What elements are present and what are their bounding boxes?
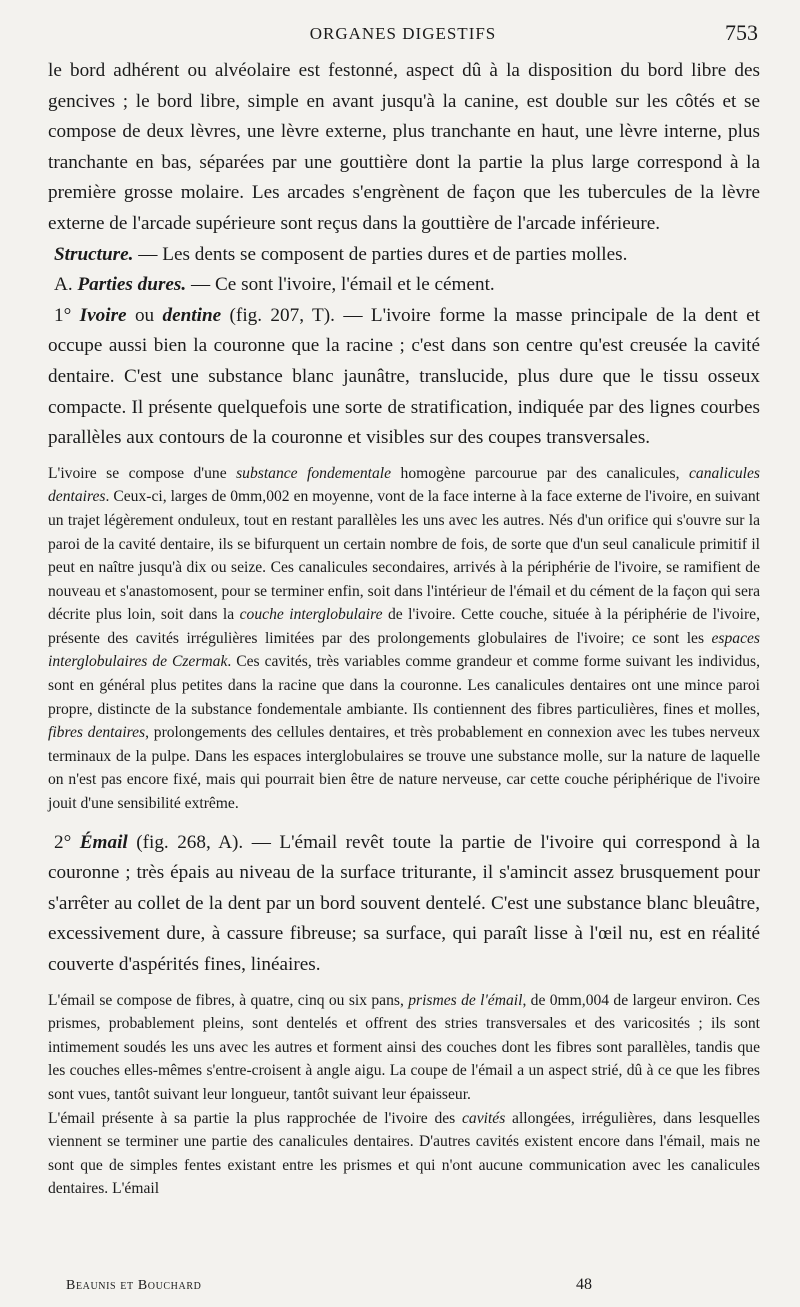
footer-author: Beaunis et Bouchard — [66, 1278, 202, 1293]
heading-parties-dures: Parties dures. — [77, 274, 187, 296]
term-canalicules-dentaires: canalicules dentaires — [48, 464, 761, 506]
ivoire-text: (fig. 207, T). — L'ivoire forme la masse principale de la dent et occupe aussi bien la couronne que la racine ; c'est dans son centre qu'est creusée la cavité dentaire. C'est une substance blanc jaunâtre, translucide, plus dure que le tissu osseux compacte. Il présente quelquefois une sorte de stratification, indiquée par des lignes courbes parallèles aux contours de la couronne et visibles sur des coupes transversales. — [48, 304, 760, 449]
text-run: de l'ivoire. Cette couche, située à la périphérie de l'ivoire, présente des cavités irrégulières limitées par des prolongements globulaires de l'ivoire; ce sont les — [48, 606, 760, 647]
email-text: (fig. 268, A). — L'émail revêt toute la partie de l'ivoire qui correspond à la couronne ; très épais au niveau de la surface triturante, il s'amincit assez brusquement pour s'arrêter au collet de la dent par un bord souvent dentelé. C'est une substance blanc bleuâtre, excessivement dure, à cassure fibreuse; sa surface, qui paraît lisse à l'œil nu, est en réalité couverte d'aspérités fines, linéaires. — [48, 831, 760, 975]
paragraph-email — [48, 828, 760, 981]
section-letter: A. — [54, 274, 78, 296]
text-run: , prolongements des cellules dentaires, et très probablement en connexion avec les tubes nerveux terminaux de la pulpe. Dans les espaces interglobulaires se trouve une substance molle, sur la nature de laquelle on n'est pas encore fixé, mais qui pourrait bien être de nature nerveuse, car cette couche périphérique de l'ivoire jouit d'une sensibilité extrême. — [48, 724, 761, 813]
paragraph-ivoire — [48, 301, 760, 454]
running-title: ORGANES DIGESTIFS — [309, 24, 497, 43]
small-paragraph-email-cavites — [48, 1107, 760, 1201]
text-run: L'émail présente à sa partie la plus rapprochée de l'ivoire des — [48, 1109, 462, 1127]
term-substance-fondementale: substance fondementale — [236, 464, 392, 482]
small-paragraph-email-prismes — [48, 989, 760, 1107]
text-run: , de 0mm,004 de largeur environ. Ces prismes, probablement pleins, sont dentelés et offrent des stries transversales et des varicosités ; ils sont intimement soudés les uns avec les autres et forment ainsi des couches dont les fibres sont parallèles, tandis que les couches elles-mêmes s'entre-croisent à angle aigu. La coupe de l'émail a un aspect strié, dû à ce que les fibres sont vues, tantôt suivant leur longueur, tantôt suivant leur épaisseur. — [48, 991, 760, 1103]
text-run: L'ivoire se compose d'une — [48, 464, 237, 482]
parties-dures-text: — Ce sont l'ivoire, l'émail et le cément. — [186, 274, 495, 296]
page-footer — [48, 1276, 752, 1300]
small-paragraph-ivoire-detail — [48, 462, 760, 816]
text-run: . Ces cavités, très variables comme grandeur et comme forme suivant les individus, sont en général plus petites dans la racine que dans la couronne. Les canalicules dentaires ont une mince paroi propre, distincte de la substance fondementale ambiante. Ils contiennent des fibres particulières, fines et molles, — [48, 653, 761, 718]
term-cavites: cavités — [461, 1109, 506, 1127]
text-run: homogène parcourue par des canalicules, — [391, 464, 689, 482]
section-number: 2° — [54, 831, 80, 853]
page-number: 753 — [725, 20, 758, 45]
running-head — [48, 20, 758, 48]
heading-connector: ou — [126, 304, 163, 326]
structure-text: — Les dents se composent de parties dures et de parties molles. — [133, 243, 628, 265]
heading-ivoire: Ivoire — [79, 304, 127, 326]
section-number: 1° — [54, 304, 80, 326]
heading-structure: Structure. — [54, 243, 134, 265]
text-run: L'émail se compose de fibres, à quatre, cinq ou six pans, — [48, 991, 409, 1009]
heading-email: Émail — [79, 831, 128, 853]
term-espaces-interglobulaires: espaces interglobulaires de Czermak — [48, 629, 760, 671]
term-couche-interglobulaire: couche interglobulaire — [239, 606, 383, 624]
body-text — [48, 56, 760, 1201]
term-prismes-email: prismes de l'émail — [408, 991, 523, 1009]
text-run: . Ceux-ci, larges de 0mm,002 en moyenne, vont de la face interne à la face externe de l'ivoire, en suivant un trajet légèrement onduleux, tout en restant parallèles les uns avec les autres. Nés d'un orifice qui s'ouvre sur la paroi de la cavité dentaire, ils se bifurquent un certain nombre de fois, de sorte que d'un seul canalicule primitif il peut en naître jusqu'à dix ou seize. Ces canalicules secondaires, arrivés à la périphérie de l'ivoire, se ramifient de nouveau et s'anastomosent, pour se terminer enfin, soit dans l'intérieur de l'émail et du cément de la façon qui sera décrite plus loin, soit dans la — [48, 488, 760, 624]
heading-dentine: dentine — [162, 304, 222, 326]
text-run: allongées, irrégulières, dans lesquelles viennent se terminer une partie des canalicules dentaires. D'autres cavités existent encore dans l'émail, mais ne sont que de simples fentes existant entre les prismes et qui n'ont aucune communication avec les canalicules dentaires. L'émail — [48, 1109, 760, 1198]
signature-mark: 48 — [576, 1276, 592, 1293]
paragraph-structure — [48, 240, 760, 271]
paragraph-parties-dures — [48, 270, 760, 301]
term-fibres-dentaires: fibres dentaires — [48, 724, 146, 742]
paragraph-bord-alveolaire: le bord adhérent ou alvéolaire est festonné, aspect dû à la disposition du bord libre des gencives ; le bord libre, simple en avant jusqu'à la canine, est double sur les côtés et se compose de deux lèvres, une lèvre externe, plus tranchante en haut, une lèvre interne, plus tranchante en bas, séparées par une gouttière dont la partie la plus large correspond à la première grosse molaire. Les arcades s'engrènent de façon que les tubercules de la lèvre externe de l'arcade supérieure sont reçus dans la gouttière de l'arcade inférieure. — [48, 60, 760, 234]
